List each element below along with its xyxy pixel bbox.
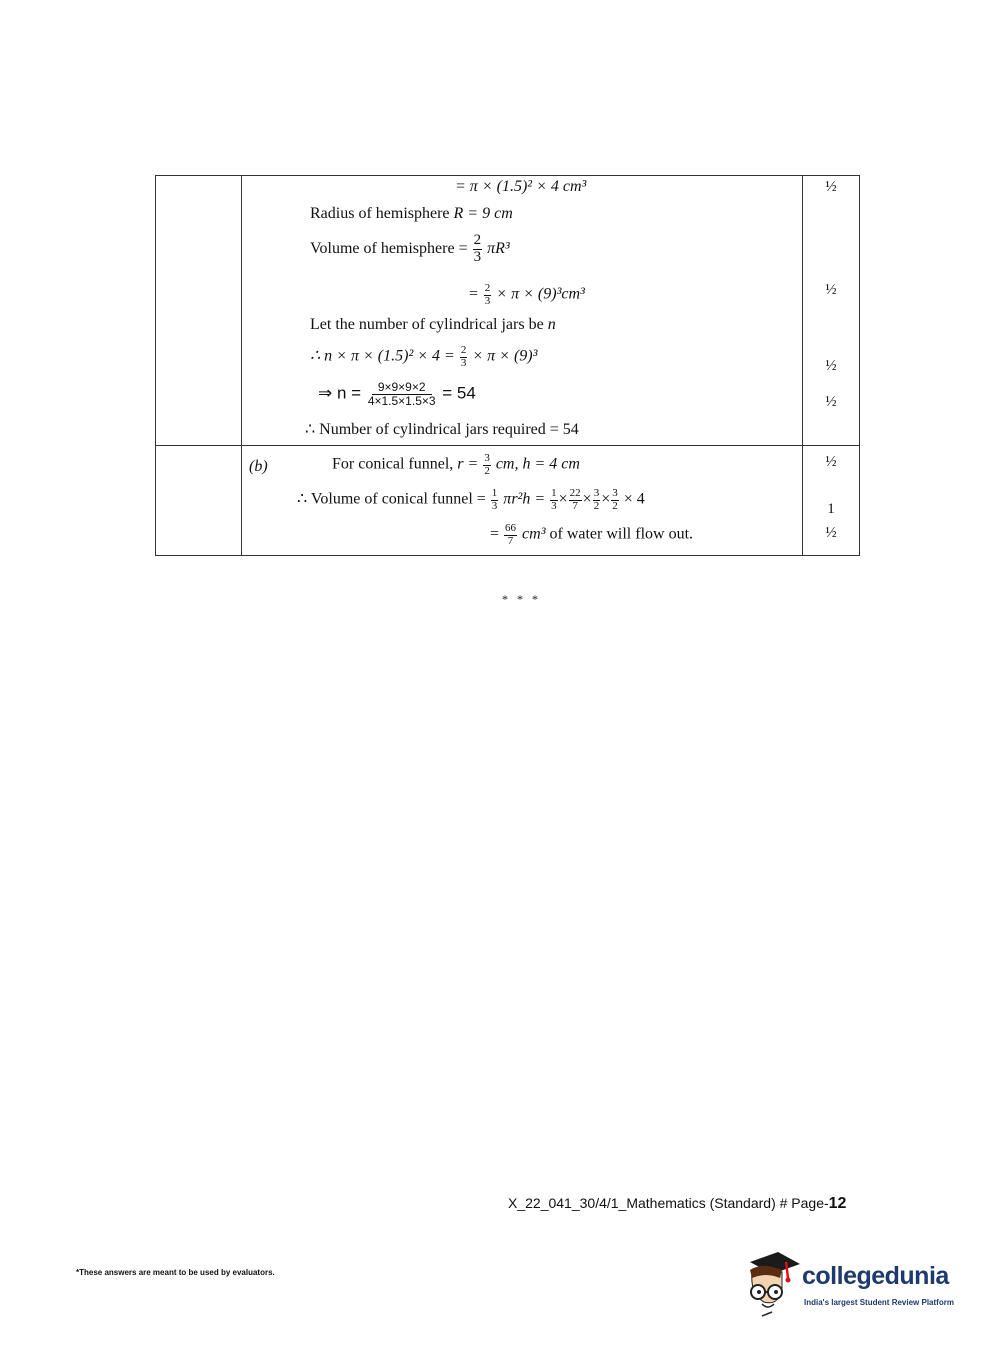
fraction: $\frac{9\times 9\times 9\times 2}{4\times 1.5\times 1.5\times 3}$: [367, 380, 436, 408]
table-border-left: [155, 175, 156, 556]
footer-code-text: X_22_041_30/4/1_Mathematics (Standard) # Page-: [508, 1195, 829, 1211]
row-divider: [155, 445, 860, 446]
part-label: (b): [249, 458, 268, 475]
mark-value: ½: [825, 282, 837, 298]
mark-value: ½: [825, 179, 837, 195]
mark-value: ½: [825, 358, 837, 374]
marking-scheme-table: [155, 175, 860, 556]
collegedunia-logo: [742, 1248, 972, 1318]
text-fragment: Volume of hemisphere: [310, 239, 455, 257]
text-fragment: Radius of hemisphere: [310, 205, 450, 222]
logo-wordmark: collegedunia: [802, 1262, 949, 1290]
equation-line: = π × (1.5)² × 4 cm³: [455, 178, 587, 195]
text-fragment: Let the number of cylindrical jars be: [310, 316, 544, 333]
math-fragment: πR³: [487, 239, 510, 257]
equation-line: ∴ n × π × (1.5)² × 4 = $\frac{2}{3}$ × π × (9)³: [310, 344, 538, 369]
text-line: [310, 317, 556, 333]
fraction: $\frac{22}{7}$: [569, 487, 581, 512]
logo-tagline: India's largest Student Review Platform: [804, 1298, 954, 1307]
end-marker: * * *: [502, 592, 541, 606]
equation-line: = $\frac{2}{3}$ × π × (9)³cm³: [468, 282, 585, 307]
math-fragment: n: [547, 316, 556, 333]
fraction: $\frac{2}{3}$: [484, 282, 491, 307]
result-line: ∴ Number of cylindrical jars required = 54: [305, 421, 579, 438]
page-footer-code: [508, 1195, 846, 1213]
text-line: Volume of hemisphere = $\frac{2}{3}$ πR³: [310, 232, 510, 265]
table-border-top: [155, 175, 860, 176]
fraction: $\frac{1}{3}$: [491, 487, 498, 512]
equation-line: = $\frac{66}{7}$ cm³ of water will flow out.: [490, 522, 694, 547]
mark-value: 1: [827, 501, 835, 517]
fraction: $\frac{3}{2}$: [612, 487, 618, 512]
page-number: 12: [828, 1195, 847, 1212]
column-divider: [241, 175, 242, 556]
table-border-bottom: [155, 555, 860, 556]
equation-line: ∴ Volume of conical funnel = $\frac{1}{3}$ πr²h = $\frac{1}{3}$ × $\frac{22}{7}$ × $\frac{3}{2}$ × $\frac{3}{2}$ × 4: [297, 487, 645, 512]
math-fragment: R = 9 cm: [453, 205, 513, 222]
mark-value: ½: [825, 525, 837, 541]
fraction: $\frac{1}{3}$: [551, 487, 557, 512]
fraction: $\frac{2}{3}$: [473, 232, 482, 265]
fraction: $\frac{2}{3}$: [460, 344, 467, 369]
table-border-right: [859, 175, 860, 556]
mark-value: ½: [825, 454, 837, 470]
column-divider: [802, 175, 803, 556]
text-fragment: For conical funnel,: [332, 455, 454, 473]
fraction: $\frac{66}{7}$: [505, 522, 517, 547]
text-line: For conical funnel, r = $\frac{3}{2}$ cm, h = 4 cm: [332, 452, 580, 477]
equation-line: ⇒ n = $\frac{9\times 9\times 9\times 2}{4\times 1.5\times 1.5\times 3}$ = 54: [318, 380, 476, 408]
mark-value: ½: [825, 394, 837, 410]
fraction: $\frac{3}{2}$: [593, 487, 600, 512]
mascot-icon: [742, 1248, 802, 1318]
evaluator-note: *These answers are meant to be used by evaluators.: [76, 1268, 275, 1277]
text-line: [310, 206, 513, 222]
fraction: $\frac{3}{2}$: [484, 452, 490, 477]
